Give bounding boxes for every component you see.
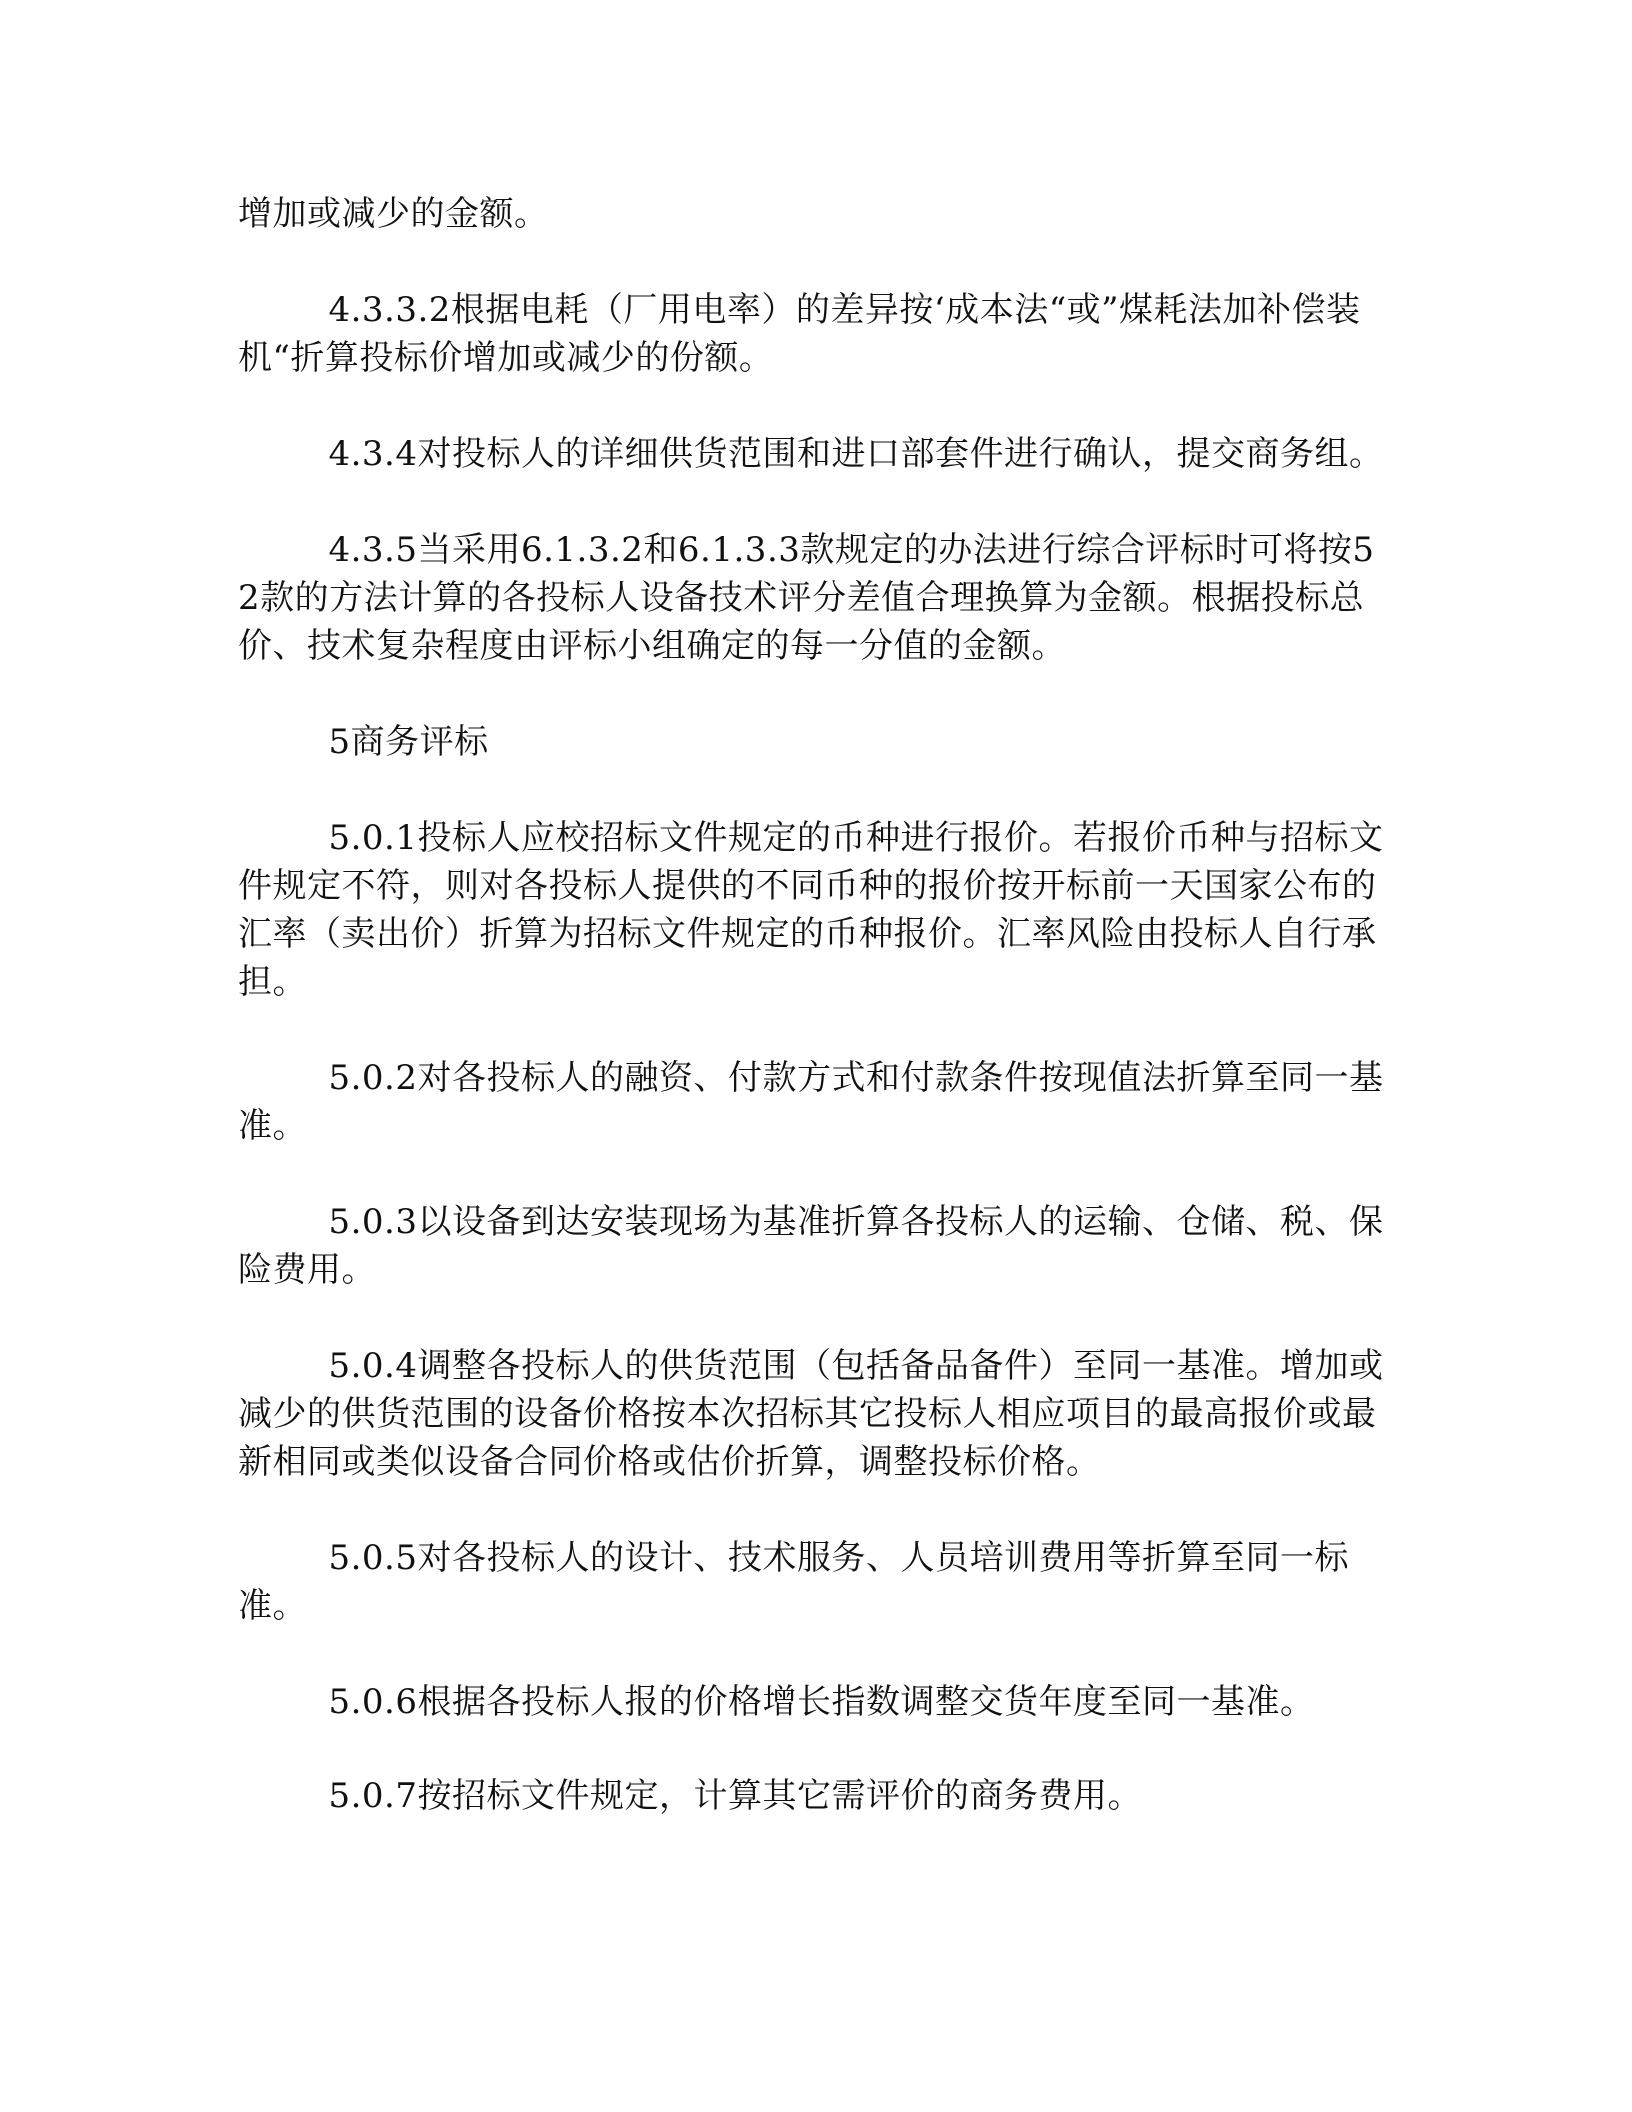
paragraph-5-0-3: 5.0.3以设备到达安装现场为基准折算各投标人的运输、仓储、税、保险费用。 — [238, 1202, 1384, 1290]
paragraph-4-3-3-2: 4.3.3.2根据电耗（厂用电率）的差异按‘成本法“或”煤耗法加补偿装机“折算投标价增加或减少的份额。 — [238, 290, 1361, 378]
paragraph-5-0-6: 5.0.6根据各投标人报的价格增长指数调整交货年度至同一基准。 — [238, 1682, 1315, 1722]
section-heading-5: 5商务评标 — [238, 722, 489, 762]
paragraph-5-0-5: 5.0.5对各投标人的设计、技术服务、人员培训费用等折算至同一标准。 — [238, 1538, 1349, 1626]
document-body — [238, 190, 1388, 1868]
paragraph-4-3-5: 4.3.5当采用6.1.3.2和6.1.3.3款规定的办法进行综合评标时可将按52款的方法计算的各投标人设备技术评分差值合理换算为金额。根据投标总价、技术复杂程度由评标小组确定的每一分值的金额。 — [238, 530, 1375, 666]
paragraph-5-0-4: 5.0.4调整各投标人的供货范围（包括备品备件）至同一基准。增加或减少的供货范围的设备价格按本次招标其它投标人相应项目的最高报价或最新相同或类似设备合同价格或估价折算，调整投标价格。 — [238, 1346, 1384, 1482]
paragraph-continuation: 增加或减少的金额。 — [238, 194, 549, 234]
paragraph-4-3-4: 4.3.4对投标人的详细供货范围和进口部套件进行确认，提交商务组。 — [238, 434, 1384, 474]
paragraph-5-0-2: 5.0.2对各投标人的融资、付款方式和付款条件按现值法折算至同一基准。 — [238, 1058, 1384, 1146]
paragraph-5-0-7: 5.0.7按招标文件规定，计算其它需评价的商务费用。 — [238, 1776, 1142, 1816]
paragraph-5-0-1: 5.0.1投标人应校招标文件规定的币种进行报价。若报价币种与招标文件规定不符，则对各投标人提供的不同币种的报价按开标前一天国家公布的汇率（卖出价）折算为招标文件规定的币种报价。汇率风险由投标人自行承担。 — [238, 818, 1384, 1002]
